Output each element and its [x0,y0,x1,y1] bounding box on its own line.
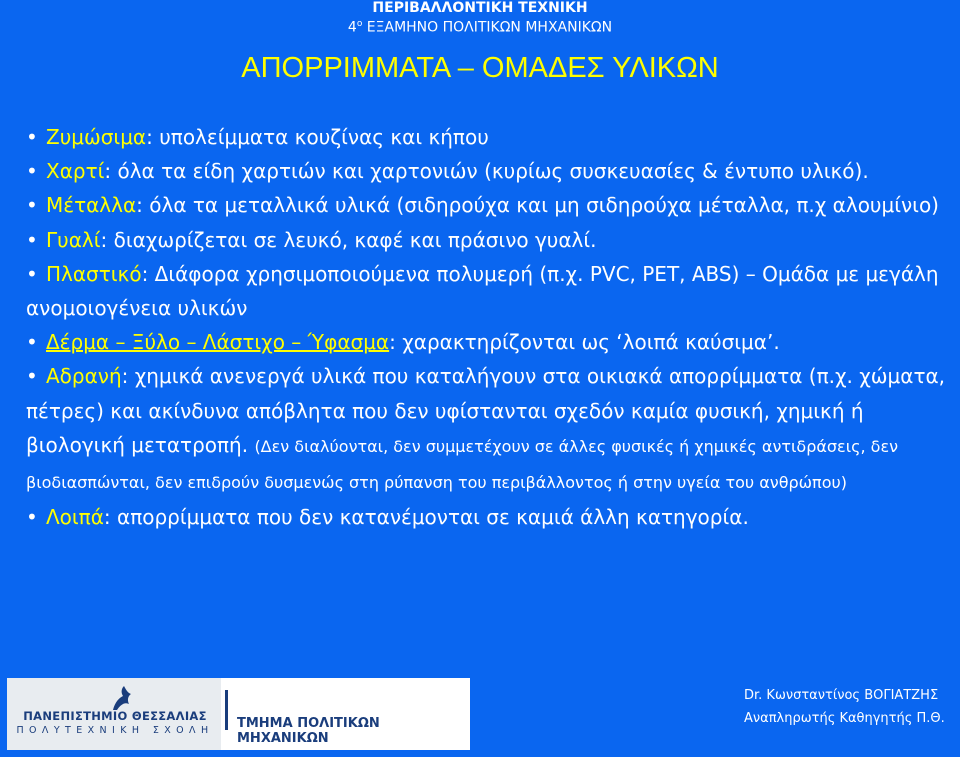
item-note: (Δεν διαλύονται, δεν συμμετέχουν σε άλλες φυσικές ή χημικές αντιδράσεις, δεν βιοδιασπώνται, δεν επιδρούν δυσμενώς στη ρύπανση του περιβάλλοντος ή στην υγεία του ανθρώπου) [26,436,899,493]
list-item [26,188,951,222]
author-name: Dr. Κωνσταντίνος ΒΟΓΙΑΤΖΗΣ [744,688,939,703]
department-name: ΤΜΗΜΑ ΠΟΛΙΤΙΚΩΝ ΜΗΧΑΝΙΚΩΝ [237,716,380,746]
bullet-icon: • [26,364,38,389]
item-label: Γυαλί [46,227,101,252]
item-text: : υπολείμματα κουζίνας και κήπου [146,125,489,149]
bullet-icon: • [26,505,38,530]
item-text: : απορρίμματα που δεν κατανέμονται σε καμιά άλλη κατηγορία. [103,505,749,530]
item-label: Λοιπά [46,505,104,530]
item-text: : χαρακτηρίζονται ως ‘λοιπά καύσιμα’. [389,330,780,355]
semester-superscript: ο [356,19,363,29]
bullet-icon: • [26,159,38,184]
semester-text: ΕΞΑΜΗΝΟ ΠΟΛΙΤΙΚΩΝ ΜΗΧΑΝΙΚΩΝ [362,19,613,36]
list-item [26,154,951,188]
list-item [26,325,951,359]
slide-title: ΑΠΟΡΡΙΜΜΑΤΑ – ΟΜΑΔΕΣ ΥΛΙΚΩΝ [241,52,719,84]
list-item [26,257,951,325]
item-label: Πλαστικό [46,261,142,286]
item-text: : χημικά ανενεργά υλικά που καταλήγουν στα οικιακά απορρίμματα (π.χ. χώματα, πέτρες) και ακίνδυνα απόβλητα που δεν υφίστανται σχεδόν καμία φυσική, χημική ή βιολογική μετατροπή. [26,364,946,457]
school-name: ΠΟΛΥΤΕΧΝΙΚΗ ΣΧΟΛΗ [16,725,214,736]
semester-line [0,19,960,36]
list-item [26,120,951,154]
item-label: Χαρτί [46,159,105,184]
item-text: : Διάφορα χρησιμοποιούμενα πολυμερή (π.χ. PVC, PET, ABS) – Ομάδα με μεγάλη ανομοιογένεια υλικών [26,261,939,321]
university-logo [7,678,221,750]
list-item [26,359,951,500]
university-name: ΠΑΝΕΠΙΣΤΗΜΙΟ ΘΕΣΣΑΛΙΑΣ [23,709,207,723]
bullet-list [26,120,951,534]
list-item [26,223,951,257]
item-text: : όλα τα είδη χαρτιών και χαρτονιών (κυρίως συσκευασίες & έντυπο υλικό). [104,159,869,184]
semester-number: 4 [347,19,357,36]
bullet-icon: • [26,227,38,252]
item-label: Ζυμώσιμα [46,125,147,149]
bullet-icon: • [26,193,38,218]
list-item [26,500,951,534]
bullet-icon: • [26,125,38,149]
item-text: : διαχωρίζεται σε λευκό, καφέ και πράσινο γυαλί. [100,227,597,252]
item-text: : όλα τα μεταλλικά υλικά (σιδηρούχα και μη σιδηρούχα μέταλλα, π.χ αλουμίνιο) [136,193,939,218]
university-seal-icon [109,684,135,712]
department-logo [221,678,470,750]
department-divider [225,690,228,730]
item-label: Μέταλλα [46,193,137,218]
course-title: ΠΕΡΙΒΑΛΛΟΝΤΙΚΗ ΤΕΧΝΙΚΗ [372,0,588,16]
bullet-icon: • [26,261,38,286]
bullet-icon: • [26,330,38,355]
item-label: Δέρμα – Ξύλο – Λάστιχο – Ύφασμα [46,330,390,355]
author-role: Αναπληρωτής Καθηγητής Π.Θ. [744,711,945,726]
item-label: Αδρανή [46,364,122,389]
